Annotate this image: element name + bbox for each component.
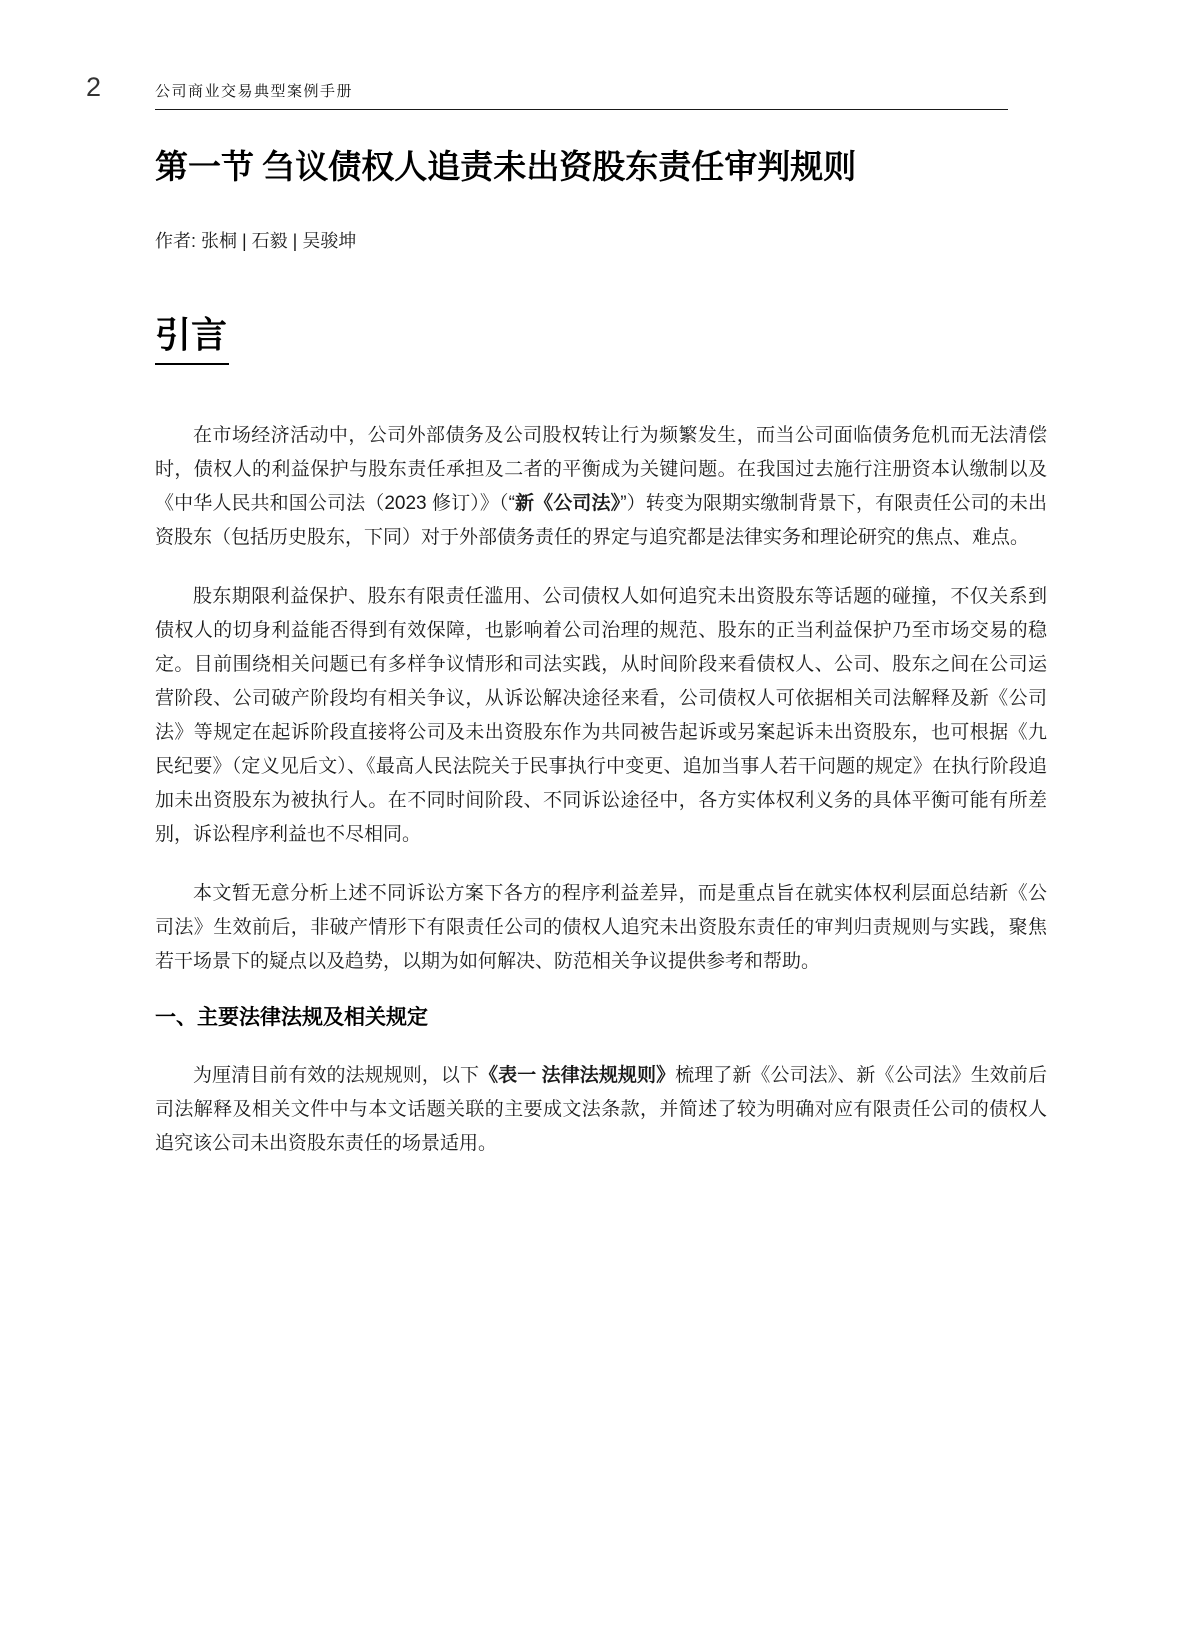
running-title: 公司商业交易典型案例手册 <box>155 83 354 100</box>
body-paragraph-4: 为厘清目前有效的法规规则，以下《表一 法律法规规则》梳理了新《公司法》、新《公司法》生效前后司法解释及相关文件中与本文话题关联的主要成文法条款，并简述了较为明确对应有限责任公司的债权人追究该公司未出资股东责任的场景适用。 <box>155 1064 1047 1154</box>
page-number: 2 <box>86 72 102 102</box>
header-rule <box>155 109 1008 110</box>
intro-heading-text: 引言 <box>155 315 229 366</box>
intro-heading <box>155 315 1047 366</box>
section-heading-1: 一、主要法律法规及相关规定 <box>155 1006 428 1030</box>
body-paragraph-2: 股东期限利益保护、股东有限责任滥用、公司债权人如何追究未出资股东等话题的碰撞，不仅关系到债权人的切身利益能否得到有效保障，也影响着公司治理的规范、股东的正当利益保护乃至市场交易的稳定。目前围绕相关问题已有多样争议情形和司法实践，从时间阶段来看债权人、公司、股东之间在公司运营阶段、公司破产阶段均有相关争议，从诉讼解决途径来看，公司债权人可依据相关司法解释及新《公司法》等规定在起诉阶段直接将公司及未出资股东作为共同被告起诉或另案起诉未出资股东，也可根据《九民纪要》（定义见后文）、《最高人民法院关于民事执行中变更、追加当事人若干问题的规定》在执行阶段追加未出资股东为被执行人。在不同时间阶段、不同诉讼途径中，各方实体权利义务的具体平衡可能有所差别，诉讼程序利益也不尽相同。 <box>155 586 1047 846</box>
body-paragraph-3: 本文暂无意分析上述不同诉讼方案下各方的程序利益差异，而是重点旨在就实体权利层面总结新《公司法》生效前后，非破产情形下有限责任公司的债权人追究未出资股东责任的审判归责规则与实践，聚焦若干场景下的疑点以及趋势，以期为如何解决、防范相关争议提供参考和帮助。 <box>155 883 1047 973</box>
article-content <box>155 148 1047 1186</box>
body-paragraph-1: 在市场经济活动中，公司外部债务及公司股权转让行为频繁发生，而当公司面临债务危机而无法清偿时，债权人的利益保护与股东责任承担及二者的平衡成为关键问题。在我国过去施行注册资本认缴制以及《中华人民共和国公司法（2023 修订）》（“新《公司法》”）转变为限期实缴制背景下，有限责任公司的未出资股东（包括历史股东，下同）对于外部债务责任的界定与追究都是法律实务和理论研究的焦点、难点。 <box>155 425 1047 549</box>
article-title: 第一节 刍议债权人追责未出资股东责任审判规则 <box>155 150 857 186</box>
byline: 作者: 张桐 | 石毅 | 吴骏坤 <box>155 231 357 252</box>
